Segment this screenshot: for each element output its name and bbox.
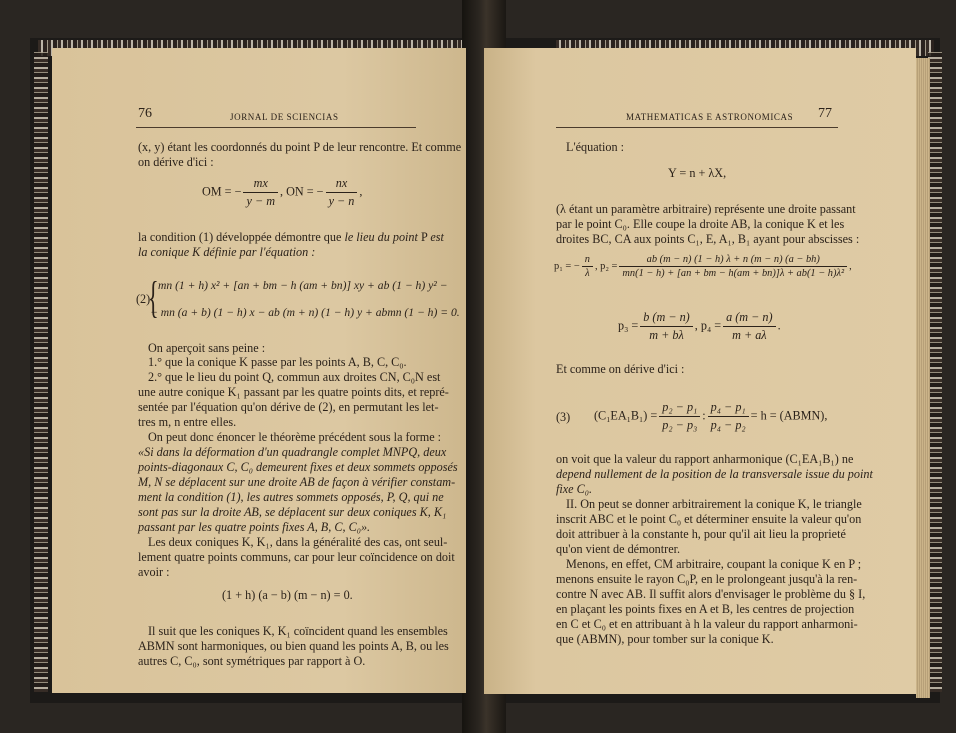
text-line: lement quatre points communs, car pour leur coïncidence on doit <box>138 550 455 564</box>
equation-line: (1 + h) (a − b) (m − n) = 0. <box>222 588 353 602</box>
right-page <box>484 48 916 694</box>
page-number: 77 <box>818 106 832 121</box>
text-line: Il suit que les coniques K, K₁ coïncident quand les ensembles <box>148 624 448 638</box>
text-line: tres m, n entre elles. <box>138 415 237 429</box>
text-line: la condition (1) développée démontre que le lieu du point P est <box>138 230 444 244</box>
text-line: M, N se déplacent sur une droite AB de façon à vérifier constam- <box>138 475 456 489</box>
text-line: passant par les quatre points fixes A, B, C, C₀». <box>138 520 371 534</box>
text-line: avoir : <box>138 565 170 579</box>
running-head: MATHEMATICAS E ASTRONOMICAS <box>626 112 794 122</box>
text-line: depend nullement de la position de la transversale issue du point <box>556 467 873 481</box>
text-line: II. On peut se donner arbitrairement la conique K, le triangle <box>566 497 862 511</box>
text-line: menons ensuite le rayon C₀P, en le prolongeant jusqu'à la ren- <box>556 572 858 586</box>
page-number: 76 <box>138 106 152 121</box>
equation-p1-p2: p₁ = − $\frac{n}{\lambda}$ , p₂ = $\frac{ab (m - n) (1 - h) \lambda + n (m - n) (a - bh)}{\text{mn(1 − h) + [an + bm − h(am + bn)]λ + ab(1 − h)λ²}}$ , <box>554 254 852 279</box>
text-line: en plaçant les points fixes en A et B, les centres de projection <box>556 602 855 616</box>
text-line: la conique K définie par l'équation : <box>138 245 316 259</box>
text-line: 1.° que la conique K passe par les points A, B, C, C₀. <box>148 355 407 369</box>
header-rule <box>136 127 416 128</box>
text-line: points-diagonaux C, C₀ demeurent fixes et deux sommets opposés <box>138 460 458 474</box>
text-line: On peut donc énoncer le théorème précédent sous la forme : <box>148 430 442 444</box>
brace: { <box>148 273 159 322</box>
text-line: une autre conique K₁ passant par les quatre points dits, et repré- <box>138 385 449 399</box>
equation-p3-p4: p₃ = $\frac{b (m - n)}{m + b\lambda}$ , p₄ = $\frac{a (m - n)}{m + a\lambda}$ . <box>618 310 781 342</box>
text-line: (x, y) étant les coordonnés du point P de leur rencontre. Et comme <box>138 140 462 154</box>
equation-line: Y = n + λX, <box>668 166 727 180</box>
text-line: Et comme on dérive d'ici : <box>556 362 685 376</box>
text-line: sentée par l'équation qu'on dérive de (2), en permutant les let- <box>138 400 439 414</box>
header-rule <box>556 127 838 128</box>
text-line: contre N avec AB. Il suffit alors d'envisager le problème du § I, <box>556 587 866 601</box>
text-line: on voit que la valeur du rapport anharmonique (C₁EA₁B₁) ne <box>556 452 854 466</box>
text-line: (λ étant un paramètre arbitraire) représente une droite passant <box>556 202 856 216</box>
left-page <box>52 48 466 693</box>
text-line: L'équation : <box>566 140 625 154</box>
marbled-side-left <box>34 52 48 692</box>
marbled-side-right <box>928 52 942 692</box>
equation-om-on: OM = − $\frac{mx}{y - m}$ , ON = − $\frac{nx}{y - n}$ , <box>202 176 363 208</box>
text-line: en C et C₀ et en attribuant à h la valeur du rapport anharmoni- <box>556 617 858 631</box>
text-line: qu'on vient de démontrer. <box>556 542 681 556</box>
text-line: inscrit ABC et le point C₀ et déterminer ensuite la valeur qu'on <box>556 512 862 526</box>
text-line: que (ABMN), pour tomber sur la conique K. <box>556 632 774 646</box>
text-line: Menons, en effet, CM arbitraire, coupant la conique K en P ; <box>566 557 862 571</box>
text-line: on dérive d'ici : <box>138 155 214 169</box>
text-line: droites BC, CA aux points C₁, E, A₁, B₁ ayant pour abscisses : <box>556 232 860 246</box>
equation-line: mn (1 + h) x² + [an + bm − h (am + bn)] xy + ab (1 − h) y² − <box>158 279 448 292</box>
text-line: On aperçoit sans peine : <box>148 341 266 355</box>
equation-label: (3) <box>556 410 571 424</box>
text-line: ABMN sont harmoniques, ou bien quand les points A, B, ou les <box>138 639 449 653</box>
text-line: «Si dans la déformation d'un quadrangle complet MNPQ, deux <box>138 445 447 459</box>
page-edges <box>916 58 930 698</box>
running-head: JORNAL DE SCIENCIAS <box>230 112 339 122</box>
text-line: autres C, C₀, sont symétriques par rapport à O. <box>138 654 366 668</box>
text-line: par le point C₀. Elle coupe la droite AB, la conique K et les <box>556 217 845 231</box>
equation-label: (2) <box>136 292 151 306</box>
equation-line: − mn (a + b) (1 − h) x − ab (m + n) (1 − h) y + abmn (1 − h) = 0. <box>150 306 460 319</box>
text-line: doit attribuer à la constante h, pour qu'il ait lieu la proprieté <box>556 527 846 541</box>
text-line: fixe C₀. <box>556 482 593 496</box>
equation-anharmonic: (C₁EA₁B₁) = $\frac{\text{p₂ − p₁}}{\text{p₂ − p₃}}$ : $\frac{\text{p₄ − p₁}}{\text{p₄ − p₂}}$ = h = (ABMN), <box>594 400 828 432</box>
text-line: sont pas sur la droite AB, se déplacent sur deux coniques K, K₁ <box>138 505 447 519</box>
text-line: ment la condition (1), les autres sommets opposés, P, Q, qui ne <box>138 490 444 504</box>
text-line: Les deux coniques K, K₁, dans la généralité des cas, ont seul- <box>148 535 448 549</box>
text-line: 2.° que le lieu du point Q, commun aux droites CN, C₀N est <box>148 370 441 384</box>
